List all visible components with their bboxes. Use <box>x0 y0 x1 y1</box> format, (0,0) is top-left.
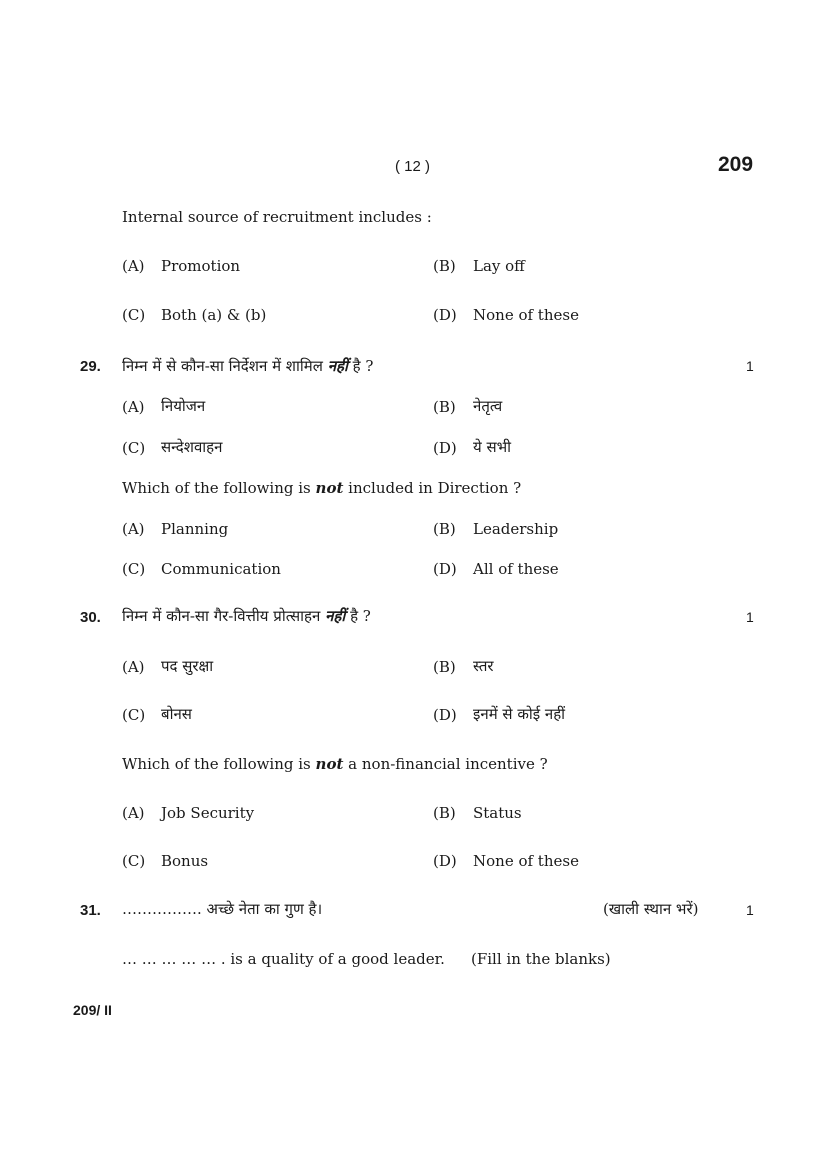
q29-english-before: Which of the following is <box>122 479 311 497</box>
q29-number: 29. <box>80 358 101 375</box>
q30-english-question <box>122 755 548 773</box>
q29-hindi-question <box>122 356 373 376</box>
q30-english-option-b-label: (B) <box>433 804 456 822</box>
q29-english-option-a-label: (A) <box>122 520 145 538</box>
q31-english-text: … … … … … . is a quality of a good leader. <box>122 950 445 968</box>
q29-hindi-option-a-label: (A) <box>122 398 145 416</box>
q30-hindi-question <box>122 606 371 626</box>
paper-code: 209 <box>718 153 754 176</box>
q31-english-hint: (Fill in the blanks) <box>471 950 611 968</box>
q28-option-b-label: (B) <box>433 257 456 275</box>
q30-english-option-c-label: (C) <box>122 852 146 870</box>
q30-english-after: a non-financial incentive ? <box>348 755 548 773</box>
q28-option-a-text: Promotion <box>161 257 241 275</box>
q30-hindi-option-c-label: (C) <box>122 706 146 724</box>
q28-option-d-label: (D) <box>433 306 457 324</box>
q29-hindi-emph: नहीं <box>327 357 348 375</box>
q30-english-emph: not <box>315 755 344 773</box>
q30-hindi-emph: नहीं <box>325 607 346 625</box>
q30-hindi-option-d-text: इनमें से कोई नहीं <box>473 705 566 723</box>
q30-english-option-a-label: (A) <box>122 804 145 822</box>
q30-english-option-b-text: Status <box>473 804 522 822</box>
q29-english-option-b-label: (B) <box>433 520 456 538</box>
q29-english-option-b-text: Leadership <box>473 520 559 538</box>
q29-english-option-c-text: Communication <box>161 560 281 578</box>
q30-number: 30. <box>80 609 101 626</box>
q29-english-question <box>122 479 521 497</box>
q30-hindi-option-a-text: पद सुरक्षा <box>161 657 214 675</box>
q30-english-option-c-text: Bonus <box>161 852 209 870</box>
q29-english-after: included in Direction ? <box>348 479 522 497</box>
q29-hindi-option-c-text: सन्देशवाहन <box>161 438 223 456</box>
q29-hindi-option-c-label: (C) <box>122 439 146 457</box>
footer-paper-code: 209/ II <box>73 1002 112 1018</box>
q30-english-option-a-text: Job Security <box>161 804 255 822</box>
q30-english-option-d-label: (D) <box>433 852 457 870</box>
q28-option-c-label: (C) <box>122 306 146 324</box>
q29-english-emph: not <box>315 479 344 497</box>
q29-hindi-after: है ? <box>352 357 374 375</box>
q28-english-question: Internal source of recruitment includes : <box>122 208 432 226</box>
q30-english-before: Which of the following is <box>122 755 311 773</box>
q28-option-b-text: Lay off <box>473 257 525 275</box>
q30-hindi-option-c-text: बोनस <box>161 705 192 723</box>
q28-option-c-text: Both (a) & (b) <box>161 306 267 324</box>
q29-english-option-a-text: Planning <box>161 520 229 538</box>
q30-hindi-option-b-text: स्तर <box>473 657 494 675</box>
q30-hindi-option-b-label: (B) <box>433 658 456 676</box>
q30-hindi-option-a-label: (A) <box>122 658 145 676</box>
q30-hindi-after: है ? <box>350 607 371 625</box>
q31-number: 31. <box>80 902 101 919</box>
q30-hindi-option-d-label: (D) <box>433 706 457 724</box>
q30-hindi-before: निम्न में कौन-सा गैर-वित्तीय प्रोत्साहन <box>122 607 321 625</box>
q29-hindi-option-d-text: ये सभी <box>473 438 512 456</box>
q31-hindi-hint: (खाली स्थान भरें) <box>603 900 699 918</box>
q30-english-option-d-text: None of these <box>473 852 579 870</box>
q29-hindi-option-b-label: (B) <box>433 398 456 416</box>
q29-marks: 1 <box>746 358 754 374</box>
q31-marks: 1 <box>746 902 754 918</box>
q29-english-option-d-text: All of these <box>473 560 559 578</box>
q28-option-d-text: None of these <box>473 306 579 324</box>
q29-english-option-d-label: (D) <box>433 560 457 578</box>
q29-hindi-option-d-label: (D) <box>433 439 457 457</box>
q29-hindi-before: निम्न में से कौन-सा निर्देशन में शामिल <box>122 357 323 375</box>
q29-hindi-option-a-text: नियोजन <box>161 397 206 415</box>
page-number: ( 12 ) <box>395 158 431 175</box>
q29-hindi-option-b-text: नेतृत्व <box>473 397 503 415</box>
q29-english-option-c-label: (C) <box>122 560 146 578</box>
q31-hindi-text: ……………. अच्छे नेता का गुण है। <box>122 900 323 918</box>
q28-option-a-label: (A) <box>122 257 145 275</box>
q30-marks: 1 <box>746 609 754 625</box>
